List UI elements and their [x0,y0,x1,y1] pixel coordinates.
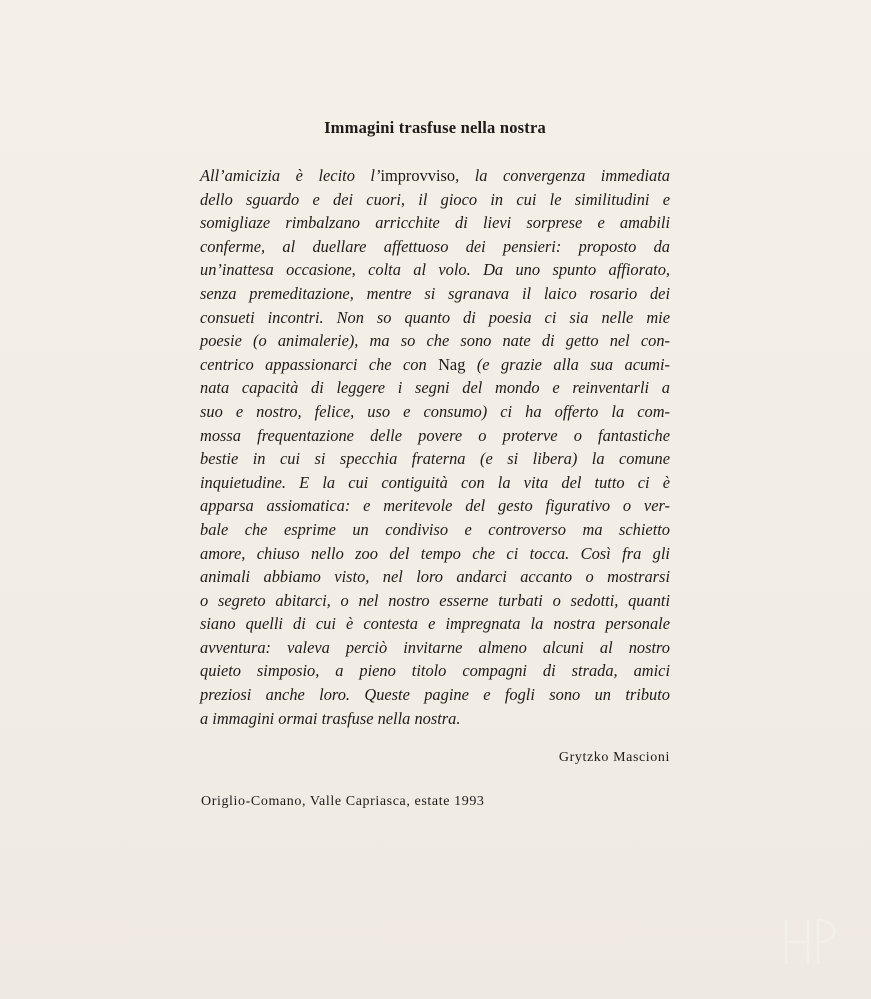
text-line: avventura: valeva perciò invitarne almeno alcuni al nostro [200,637,670,657]
page-title: Immagini trasfuse nella nostra [324,118,546,137]
text-line: dello sguardo e dei cuori, il gioco in cui le similitudini e [200,189,670,209]
text-line: All’amicizia è lecito l’improvviso, la convergenza immediata [200,166,670,185]
text-line: somigliaze rimbalzano arricchite di lievi sorprese e amabili [200,213,670,233]
text-line: mossa frequentazione delle povere o proterve o fantastiche [200,425,670,445]
text-line: centrico appassionarci che con Nag (e grazie alla sua acumi- [200,354,671,374]
author-signature: Grytzko Mascioni [558,750,670,765]
text-line: consueti incontri. Non so quanto di poesia ci sia nelle mie [200,307,670,327]
text-line: amore, chiuso nello zoo del tempo che ci tocca. Così fra gli [200,543,670,563]
text-line: senza premeditazione, mentre si sgranava il laico rosario dei [200,283,670,303]
text-line: preziosi anche loro. Queste pagine e fogli sono un tributo [200,685,670,705]
text-line: inquietudine. E la cui contiguità con la vita del tutto ci è [200,472,670,492]
body-text [200,164,670,730]
text-line: un’inattesa occasione, colta al volo. Da uno spunto affiorato, [200,260,670,280]
text-line: bestie in cui si specchia fraterna (e si libera) la comune [200,449,670,469]
text-line: siano quelli di cui è contesta e impregnata la nostra personale [200,614,670,634]
text-line: bale che esprime un condiviso e controverso ma schietto [200,519,670,539]
place-date: Origlio-Comano, Valle Capriasca, estate 1993 [201,794,485,809]
watermark-icon [778,914,848,970]
text-line: a immagini ormai trasfuse nella nostra. [200,708,461,728]
text-line: nata capacità di leggere i segni del mondo e reinventarli a [200,378,670,398]
text-line: o segreto abitarci, o nel nostro esserne turbati o sedotti, quanti [200,590,670,610]
text-line: animali abbiamo visto, nel loro andarci accanto o mostrarsi [200,567,670,587]
text-line: poesie (o animalerie), ma so che sono nate di getto nel con- [200,331,670,351]
text-line: suo e nostro, felice, uso e consumo) ci ha offerto la com- [200,401,670,421]
text-line: quieto simposio, a pieno titolo compagni di strada, amici [200,661,670,681]
text-line: conferme, al duellare affettuoso dei pensieri: proposto da [200,236,670,256]
text-line: apparsa assiomatica: e meritevole del gesto figurativo o ver- [200,496,670,516]
